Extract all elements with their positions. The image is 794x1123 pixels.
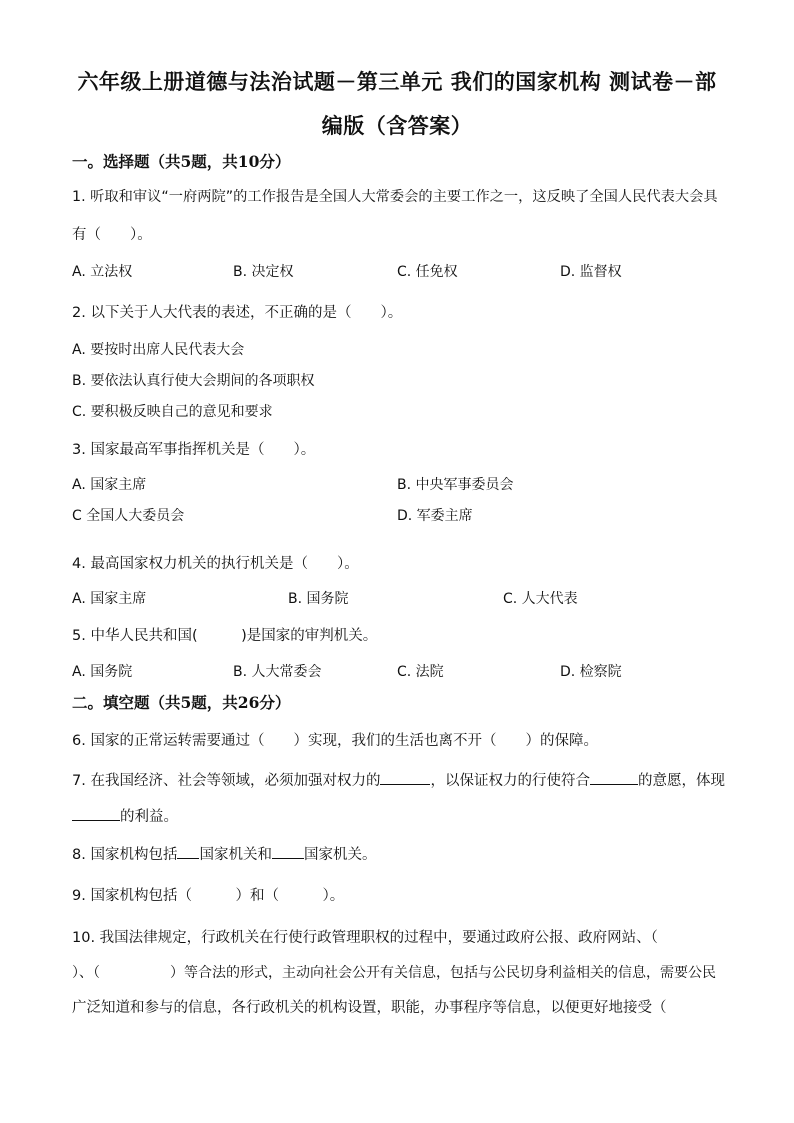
q7-text-part4: 的利益。 <box>120 809 178 825</box>
q2-option-b: B. 要依法认真行使大会期间的各项职权 <box>72 373 315 389</box>
q8-text-part3: 国家机关。 <box>303 847 377 863</box>
question3: 3. 国家最高军事指挥机关是（ ）。 <box>72 442 316 458</box>
q1-option-d: D. 监督权 <box>560 264 622 280</box>
question7-line1 <box>72 769 725 790</box>
q3-option-c: C 全国人大委员会 <box>72 508 185 524</box>
question7-line2 <box>72 805 178 826</box>
q4-option-a: A. 国家主席 <box>72 591 147 607</box>
q3-option-a: A. 国家主席 <box>72 477 147 493</box>
question9: 9. 国家机构包括（ ）和（ ）。 <box>72 888 345 904</box>
q5-option-d: D. 检察院 <box>560 664 622 680</box>
question1-line2: 有（ ）。 <box>72 227 152 243</box>
q8-text-part1: 8. 国家机构包括 <box>72 847 178 863</box>
q7-blank-1 <box>380 784 430 785</box>
question2: 2. 以下关于人大代表的表述，不正确的是（ ）。 <box>72 305 403 321</box>
q1-option-c: C. 任免权 <box>397 264 458 280</box>
q7-text-part2: ，以保证权力的行使符合 <box>430 773 590 789</box>
question1-line1: 1. 听取和审议“一府两院”的工作报告是全国人大常委会的主要工作之一，这反映了全国人民代表大会具 <box>72 189 718 205</box>
question5: 5. 中华人民共和国( )是国家的审判机关。 <box>72 628 378 644</box>
q7-text-part1: 7. 在我国经济、社会等领域，必须加强对权力的 <box>72 773 381 789</box>
q5-option-a: A. 国务院 <box>72 664 133 680</box>
question10-line3: 广泛知道和参与的信息，各行政机关的机构设置，职能，办事程序等信息，以便更好地接受（ <box>72 1000 667 1016</box>
q7-text-part3: 的意愿，体现 <box>637 773 725 789</box>
question4: 4. 最高国家权力机关的执行机关是（ ）。 <box>72 556 359 572</box>
question6: 6. 国家的正常运转需要通过（ ）实现，我们的生活也离不开（ ）的保障。 <box>72 733 598 749</box>
q1-option-b: B. 决定权 <box>233 264 294 280</box>
section1-heading: 一。选择题（共5题，共10分） <box>72 152 291 171</box>
question8 <box>72 843 376 864</box>
q5-option-c: C. 法院 <box>397 664 444 680</box>
q8-blank-2 <box>272 858 304 859</box>
q7-blank-3 <box>72 820 120 821</box>
q3-option-d: D. 军委主席 <box>397 508 473 524</box>
q3-option-b: B. 中央军事委员会 <box>397 477 514 493</box>
doc-title-line2: 编版（含答案） <box>321 113 473 138</box>
q1-option-a: A. 立法权 <box>72 264 133 280</box>
question10-line1: 10. 我国法律规定，行政机关在行使行政管理职权的过程中，要通过政府公报、政府网站、（ <box>72 930 658 946</box>
q4-option-c: C. 人大代表 <box>503 591 578 607</box>
q7-blank-2 <box>590 784 638 785</box>
q8-text-part2: 国家机关和 <box>199 847 272 863</box>
q4-option-b: B. 国务院 <box>288 591 349 607</box>
question10-line2: ）、（ ）等合法的形式，主动向社会公开有关信息，包括与公民切身利益相关的信息，需要公民 <box>72 965 716 981</box>
doc-title-line1: 六年级上册道德与法治试题－第三单元 我们的国家机构 测试卷－部 <box>77 69 717 94</box>
q8-blank-1 <box>177 858 199 859</box>
q2-option-a: A. 要按时出席人民代表大会 <box>72 342 245 358</box>
section2-heading: 二。填空题（共5题，共26分） <box>72 693 291 712</box>
q2-option-c: C. 要积极反映自己的意见和要求 <box>72 404 273 420</box>
q5-option-b: B. 人大常委会 <box>233 664 322 680</box>
